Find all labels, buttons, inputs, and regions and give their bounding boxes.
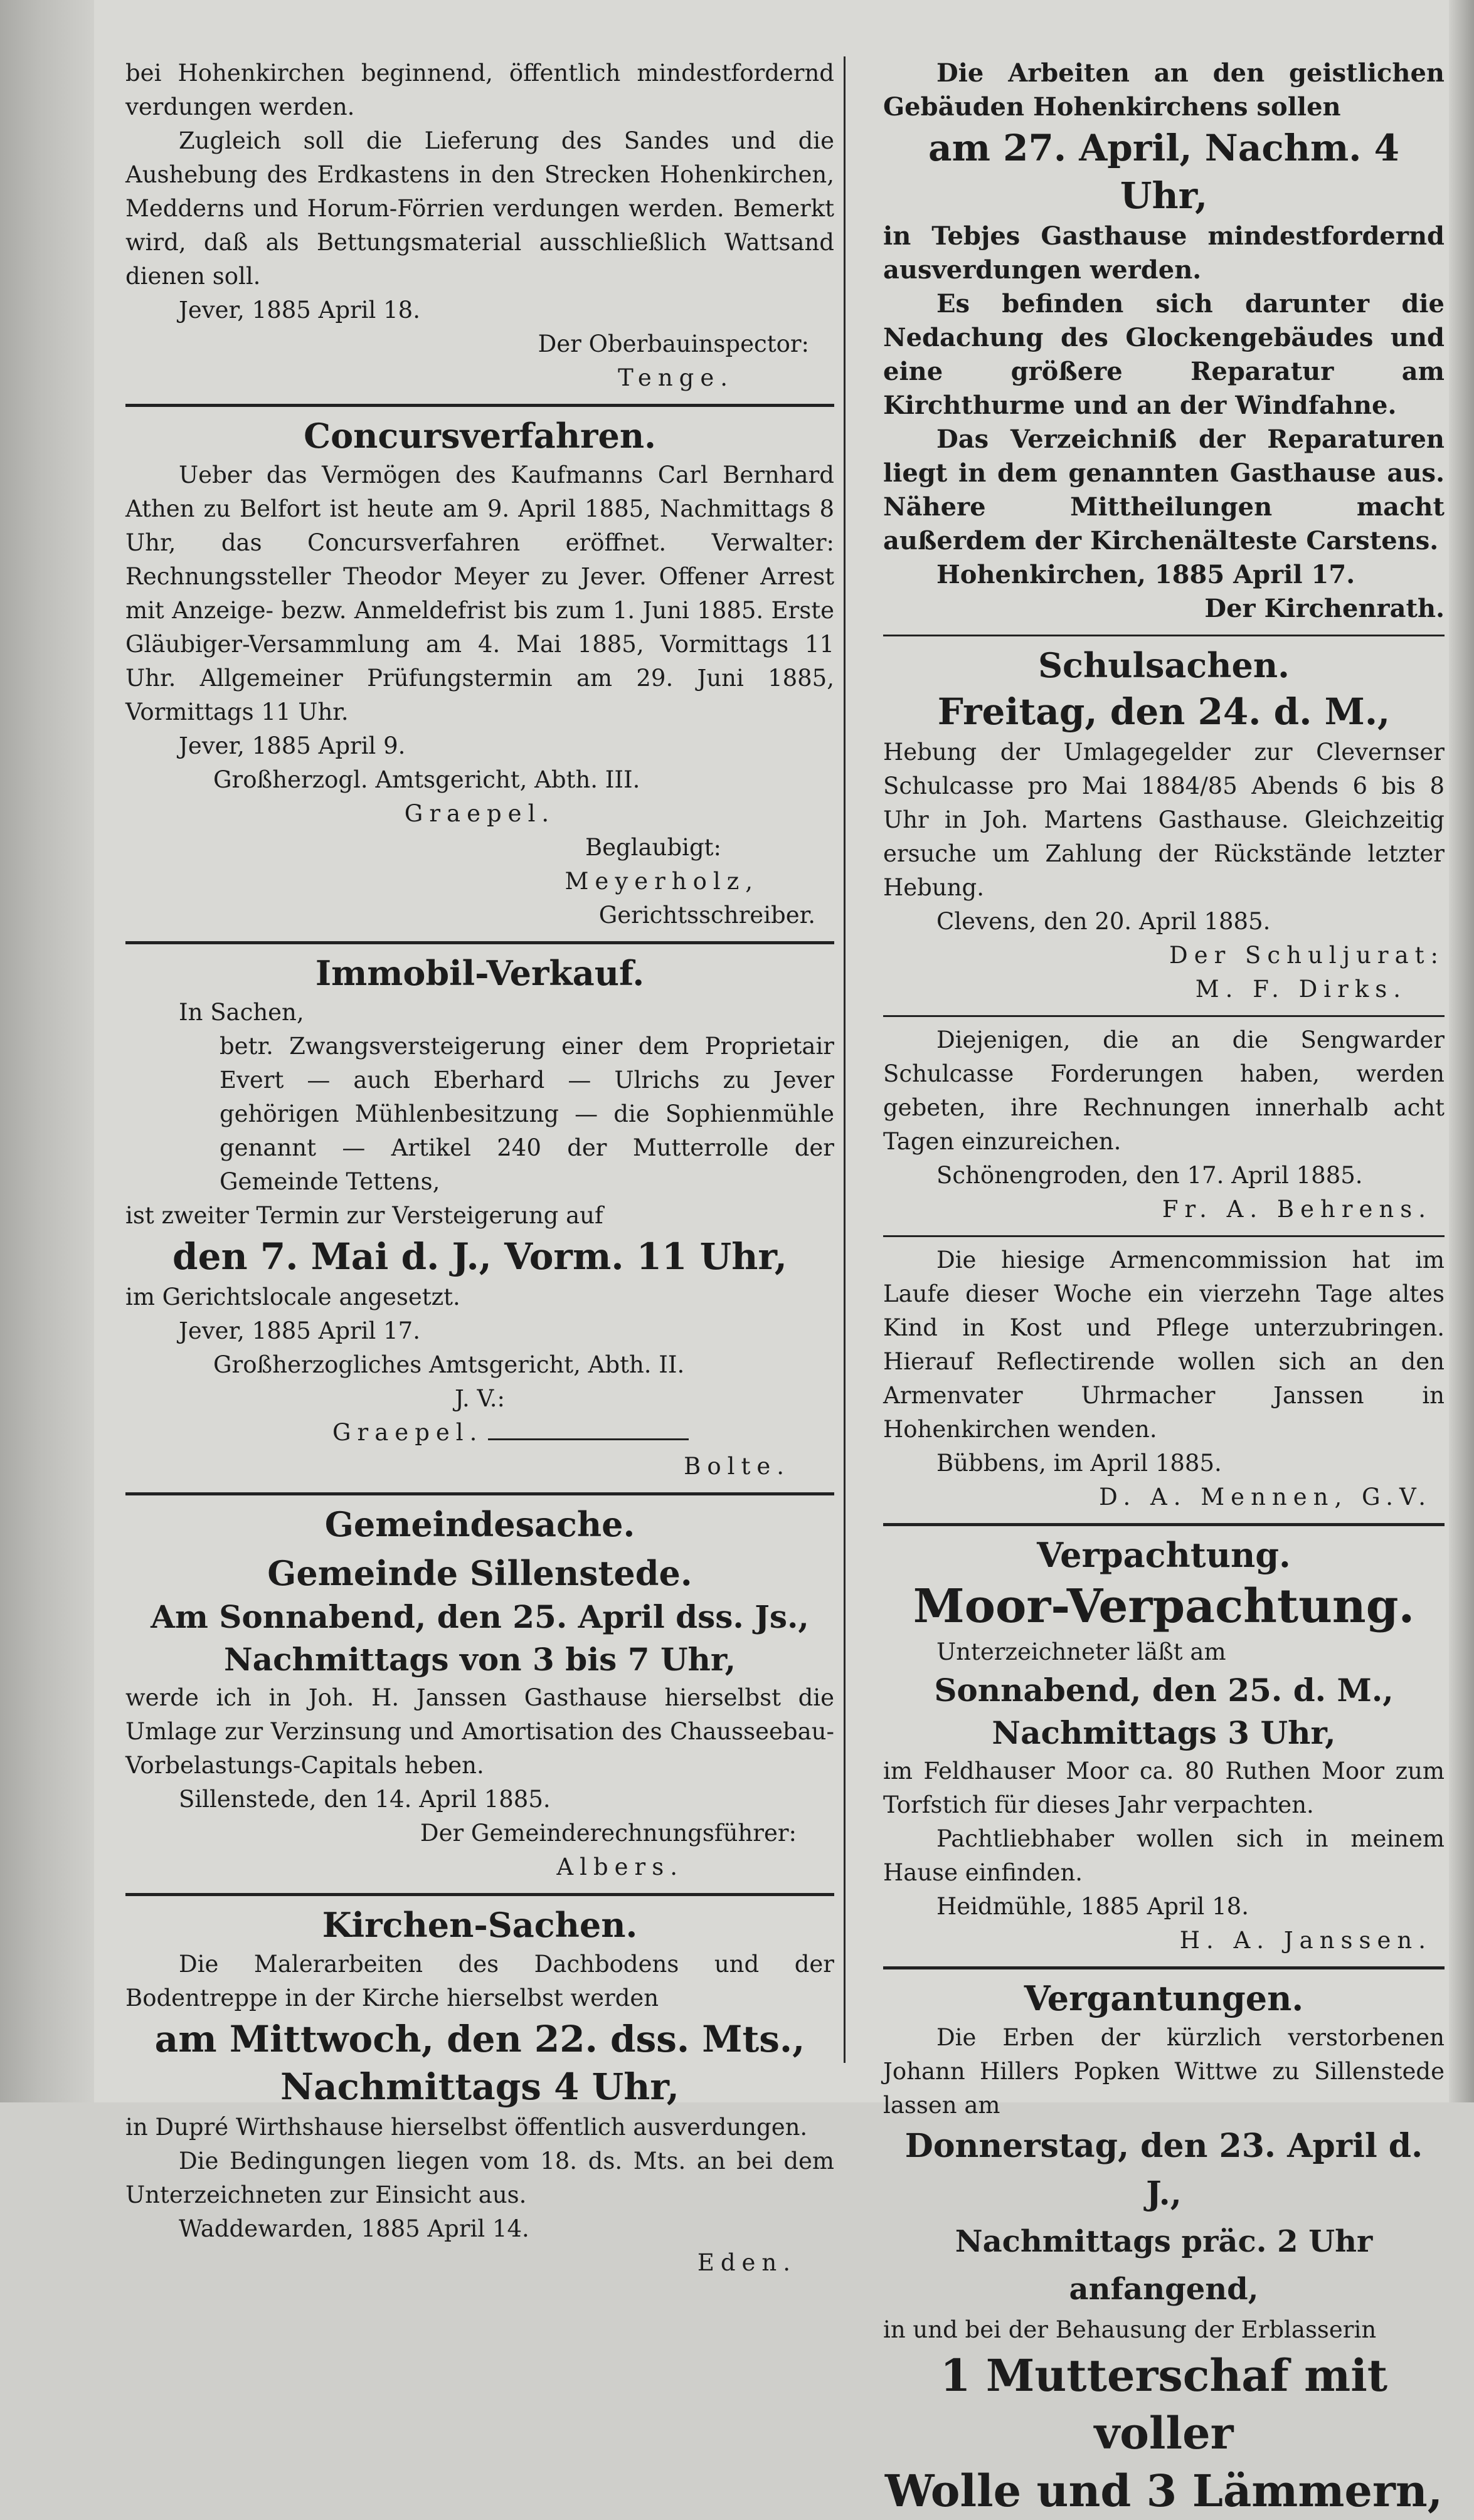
column-divider <box>844 56 846 2063</box>
notice-text: In Sachen, <box>179 999 304 1026</box>
notice-kirchen <box>125 1902 834 2280</box>
place-date: Waddewarden, 1885 April 14. <box>179 2215 529 2242</box>
date-highlight: am 27. April, Nachm. 4 Uhr, <box>928 127 1399 217</box>
notice-verpachtung <box>883 1532 1445 1958</box>
section-heading: Immobil-Verkauf. <box>315 953 645 993</box>
notice-text: werde ich in Joh. H. Janssen Gasthause hierselbst die Umlage zur Verzinsung und Amortisation des Chausseebau-Vorbelastungs-Capitals heben. <box>125 1684 834 1779</box>
notice-text: bei Hohenkirchen beginnend, öffentlich mindestfordernd verdungen werden. <box>125 60 834 120</box>
notice-text: ist zweiter Termin zur Versteigerung auf <box>125 1202 603 1229</box>
section-rule <box>883 635 1445 636</box>
judge-line <box>125 1416 834 1450</box>
signer-name: M. F. Dirks. <box>1195 976 1407 1003</box>
notice-text: Unterzeichneter läßt am <box>936 1638 1226 1665</box>
signer-name: Albers. <box>556 1853 684 1880</box>
notice-text: Es befinden sich darunter die Nedachung des Glockengebäudes und eine größere Reparatur am Kirchthurme und an der Windfahne. <box>883 289 1445 420</box>
notice-gemeinde <box>125 1502 834 1884</box>
signer-name: Tenge. <box>618 364 734 391</box>
clerk-title: Gerichtsschreiber. <box>598 902 815 929</box>
place-date: Jever, 1885 April 9. <box>179 732 406 759</box>
date-highlight: Freitag, den 24. d. M., <box>937 690 1391 733</box>
item-highlight: Wolle und 3 Lämmern, <box>884 2465 1443 2517</box>
notice-text: Die Malerarbeiten des Dachbodens und der Bodentreppe in der Kirche hierselbst werden <box>125 1951 834 2011</box>
notice-immobil <box>125 951 834 1484</box>
section-rule <box>883 1235 1445 1237</box>
section-heading: Concursverfahren. <box>304 416 656 456</box>
notice-text: in Dupré Wirthshause hierselbst öffentlich ausverdungen. <box>125 2114 808 2141</box>
date-highlight: Nachmittags präc. 2 Uhr anfangend, <box>955 2224 1373 2307</box>
notice-text: Ueber das Vermögen des Kaufmanns Carl Bernhard Athen zu Belfort ist heute am 9. April 1885, Nachmittags 8 Uhr, das Concursverfahren eröffnet. Verwalter: Rechnungssteller Theodor Meyer zu Jever. Offener Arrest mit Anzeige- bezw. Anmeldefrist bis zum 1. Juni 1885. Erste Gläubiger-Versammlung am 4. Mai 1885, Vormittags 11 Uhr. Allgemeiner Prüfungstermin am 29. Juni 1885, Vormittags 11 Uhr. <box>125 461 834 725</box>
place-date: Heidmühle, 1885 April 18. <box>936 1893 1249 1920</box>
court-name: Großherzogl. Amtsgericht, Abth. III. <box>213 766 640 793</box>
signature-line <box>488 1438 689 1440</box>
notice-text: in und bei der Behausung der Erblasserin <box>883 2316 1377 2343</box>
notice-bahnbau <box>125 56 834 395</box>
place-date: Bübbens, im April 1885. <box>936 1450 1222 1477</box>
date-highlight: am Mittwoch, den 22. dss. Mts., <box>154 2018 805 2060</box>
notice-armen <box>883 1243 1445 1514</box>
section-heading: Gemeindesache. <box>324 1504 635 1544</box>
page-edge-right <box>1449 0 1474 2102</box>
section-heading: Vergantungen. <box>1024 1978 1304 2018</box>
signer-name: H. A. Janssen. <box>1179 1927 1432 1954</box>
judge-name: Graepel. <box>404 800 556 827</box>
notice-text: in Tebjes Gasthause mindestfordernd ausverdungen werden. <box>883 221 1445 285</box>
court-name: Großherzogliches Amtsgericht, Abth. II. <box>213 1351 685 1378</box>
deputy-label: J. V.: <box>455 1385 505 1412</box>
section-rule <box>883 1015 1445 1017</box>
notice-arbeiten <box>883 56 1445 626</box>
section-rule <box>883 1966 1445 1969</box>
notice-text: Das Verzeichniß der Reparaturen liegt in dem genannten Gasthause aus. Nähere Mittheilungen macht außerdem der Kirchenälteste Carstens. <box>883 424 1445 556</box>
section-heading: Verpachtung. <box>1037 1535 1291 1575</box>
date-highlight: Donnerstag, den 23. April d. J., <box>904 2127 1423 2213</box>
notice-text: Die Erben der kürzlich verstorbenen Johann Hillers Popken Wittwe zu Sillenstede lassen am <box>883 2024 1445 2119</box>
item-highlight: 1 Mutterschaf mit voller <box>940 2349 1388 2459</box>
section-subheading: Gemeinde Sillenstede. <box>267 1553 692 1593</box>
section-heading: Kirchen-Sachen. <box>322 1905 638 1945</box>
place-date: Schönengroden, den 17. April 1885. <box>936 1162 1363 1189</box>
right-column <box>883 56 1445 2517</box>
notice-text: Diejenigen, die an die Sengwarder Schulcasse Forderungen haben, werden gebeten, ihre Rechnungen innerhalb acht Tagen einzureichen. <box>883 1026 1445 1155</box>
judge-name: Graepel. <box>332 1419 484 1446</box>
notice-text: Die hiesige Armencommission hat im Laufe dieser Woche ein vierzehn Tage altes Kind in Kost und Pflege unterzubringen. Hierauf Reflectirende wollen sich an den Armenvater Uhrmacher Janssen in Hohenkirchen wenden. <box>883 1247 1445 1443</box>
section-rule <box>125 1492 834 1495</box>
certified-label: Beglaubigt: <box>585 834 721 861</box>
signer-name: Der Kirchenrath. <box>1204 594 1445 623</box>
signer-name: D. A. Mennen, G.V. <box>1099 1484 1432 1510</box>
date-highlight: Am Sonnabend, den 25. April dss. Js., <box>151 1598 809 1635</box>
notice-concurs <box>125 413 834 932</box>
notice-text: Zugleich soll die Lieferung des Sandes und die Aushebung des Erdkastens in den Strecken Hohenkirchen, Medderns und Horum-Förrien verdungen werden. Bemerkt wird, daß als Bettungsmaterial ausschließlich Wattsand dienen soll. <box>125 127 834 290</box>
date-highlight: Sonnabend, den 25. d. M., <box>934 1672 1394 1709</box>
place-date: Jever, 1885 April 17. <box>179 1317 420 1344</box>
clerk-name: Meyerholz, <box>565 868 759 895</box>
section-rule <box>125 941 834 944</box>
place-date: Sillenstede, den 14. April 1885. <box>179 1786 551 1813</box>
date-highlight: den 7. Mai d. J., Vorm. 11 Uhr, <box>172 1235 787 1278</box>
left-column <box>125 56 834 2276</box>
date-highlight: Nachmittags von 3 bis 7 Uhr, <box>223 1641 736 1678</box>
place-date: Hohenkirchen, 1885 April 17. <box>936 560 1355 589</box>
section-heading: Schulsachen. <box>1038 645 1290 685</box>
notice-text: im Gerichtslocale angesetzt. <box>125 1284 460 1310</box>
signer-name: Fr. A. Behrens. <box>1162 1196 1432 1223</box>
notice-vergantungen <box>883 1976 1445 2520</box>
notice-text: Pachtliebhaber wollen sich in meinem Hause einfinden. <box>883 1825 1445 1886</box>
signer-title: Der Gemeinderechnungsführer: <box>420 1820 797 1847</box>
title-highlight: Moor-Verpachtung. <box>913 1579 1415 1633</box>
signer-title: Der Schuljurat: <box>1169 942 1445 969</box>
signer-name: Eden. <box>697 2249 797 2276</box>
section-rule <box>125 404 834 407</box>
notice-text: Die Arbeiten an den geistlichen Gebäuden Hohenkirchens sollen <box>883 58 1445 122</box>
date-highlight: Nachmittags 3 Uhr, <box>992 1714 1336 1751</box>
notice-schul <box>883 643 1445 1006</box>
notice-text: Hebung der Umlagegelder zur Clevernser Schulcasse pro Mai 1884/85 Abends 6 bis 8 Uhr in Joh. Martens Gasthause. Gleichzeitig ersuche um Zahlung der Rückstände letzter Hebung. <box>883 739 1445 901</box>
place-date: Jever, 1885 April 18. <box>179 297 420 324</box>
date-highlight: Nachmittags 4 Uhr, <box>280 2065 679 2108</box>
notice-text: im Feldhauser Moor ca. 80 Ruthen Moor zum Torfstich für dieses Jahr verpachten. <box>883 1758 1445 1818</box>
notice-text: betr. Zwangsversteigerung einer dem Proprietair Evert — auch Eberhard — Ulrichs zu Jever gehörigen Mühlenbesitzung — die Sophienmühle genannt — Artikel 240 der Mutterrolle der Gemeinde Tettens, <box>220 1033 834 1195</box>
page-edge-left <box>0 0 100 2102</box>
section-rule <box>125 1893 834 1896</box>
section-rule <box>883 1523 1445 1526</box>
clerk-name: Bolte. <box>684 1453 790 1480</box>
place-date: Clevens, den 20. April 1885. <box>936 908 1271 935</box>
signer-title: Der Oberbauinspector: <box>538 330 809 357</box>
notice-sengwarder <box>883 1023 1445 1226</box>
notice-text: Die Bedingungen liegen vom 18. ds. Mts. an bei dem Unterzeichneten zur Einsicht aus. <box>125 2148 834 2208</box>
